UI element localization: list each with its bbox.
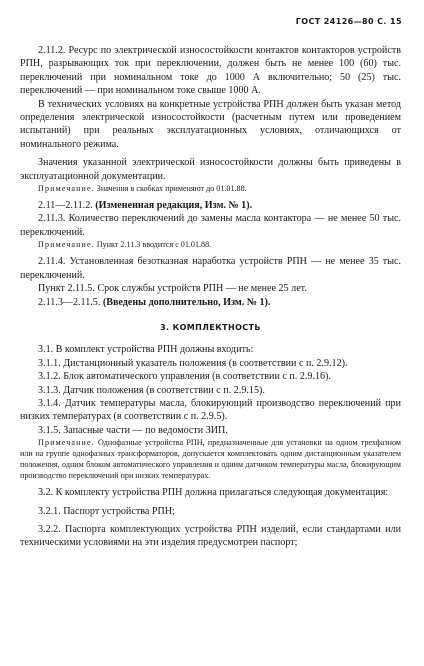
section-title: 3. КОМПЛЕКТНОСТЬ: [160, 322, 261, 332]
paragraph-amendment-2: [20, 296, 401, 309]
amendment-1-prefix: 2.11—2.11.2.: [38, 200, 96, 212]
paragraph-3-1-5: 3.1.5. Запасные части — по ведомости ЗИП.: [38, 424, 228, 436]
note-2-text: Пункт 2.11.3 вводится с 01.01.88.: [94, 240, 212, 250]
paragraph-3-1: 3.1. В комплект устройства РПН должны входить:: [38, 344, 254, 356]
page-header: ГОСТ 24126—80 С. 15: [295, 17, 402, 26]
paragraph-3-2-1: 3.2.1. Паспорт устройства РПН;: [38, 505, 175, 517]
paragraph-2-11-5: Пункт 2.11.5. Срок службы устройств РПН — не менее 25 лет.: [38, 283, 307, 295]
paragraph-amendment-1: [20, 199, 401, 212]
paragraph-2-11-3: 2.11.3. Количество переключений до замены масла контактора — не менее 50 тыс. переключений.: [20, 213, 401, 238]
note-3: [20, 437, 401, 481]
paragraph-2-11-4: 2.11.4. Установленная безотказная наработка устройств РПН — не менее 35 тыс. переключений.: [20, 256, 401, 281]
amendment-2-prefix: 2.11.3—2.11.5.: [38, 296, 103, 308]
paragraph-2-11-2: 2.11.2. Ресурс по электрической износостойкости контактов контакторов устройств РПН, разрывающих ток при переключении, должен быть не менее 100 (60) тыс. переключений при номинальном токе до 1000 А включительно; 50 (25) тыс. переключений — при номинальном токе свыше 1000 А.: [20, 45, 401, 97]
amendment-1-bold: (Измененная редакция, Изм. № 1).: [95, 200, 253, 212]
paragraph-3-2: 3.2. К комплекту устройства РПН должна прилагаться следующая документация:: [38, 487, 389, 499]
note-1: [20, 183, 401, 194]
note-1-text: Значения в скобках применяют до 01.01.88.: [94, 184, 247, 194]
paragraph-3-1-4: 3.1.4. Датчик температуры масла, блокирующий производство переключений при низких температурах (в соответствии с п. 2.9.5).: [20, 397, 401, 423]
paragraph-tech-conditions: В технических условиях на конкретные устройства РПН должен быть указан метод определения электрической износостойкости (расчетным путем или проведением испытаний) при реальных эксплуатационных условиях, отличающихся от номинального режима.: [20, 98, 401, 150]
document-body: [20, 44, 401, 550]
note-2-label: Примечание.: [38, 240, 95, 250]
note-1-label: Примечание.: [38, 184, 95, 194]
paragraph-3-1-2: 3.1.2. Блок автоматического управления (в соответствии с п. 2.9.16).: [38, 371, 331, 383]
note-2: [20, 239, 401, 250]
paragraph-3-2-2: 3.2.2. Паспорта комплектующих устройства РПН изделий, если стандартами или техническими условиями на эти изделия предусмотрен паспорт;: [20, 523, 401, 549]
paragraph-3-1-3: 3.1.3. Датчик положения (в соответствии с п. 2.9.15).: [38, 384, 265, 396]
paragraph-3-1-1: 3.1.1. Дистанционный указатель положения (в соответствии с п. 2.9.12).: [38, 357, 348, 369]
amendment-2-bold: (Введены дополнительно, Изм. № 1).: [102, 296, 271, 308]
note-3-label: Примечание.: [38, 438, 95, 448]
note-3-text: Однофазные устройства РПН, предназначенные для установки на одном трехфазном или на группе однофазных трансформаторов, допускается комплектовать одним дистанционным указателем положения, одним блоком автоматического управления и одним датчиком температуры масла, блокирующим производство переключений при низких температурах.: [20, 438, 401, 481]
paragraph-wear-values: Значения указанной электрической износостойкости должны быть приведены в эксплуатационной документации.: [20, 157, 401, 182]
